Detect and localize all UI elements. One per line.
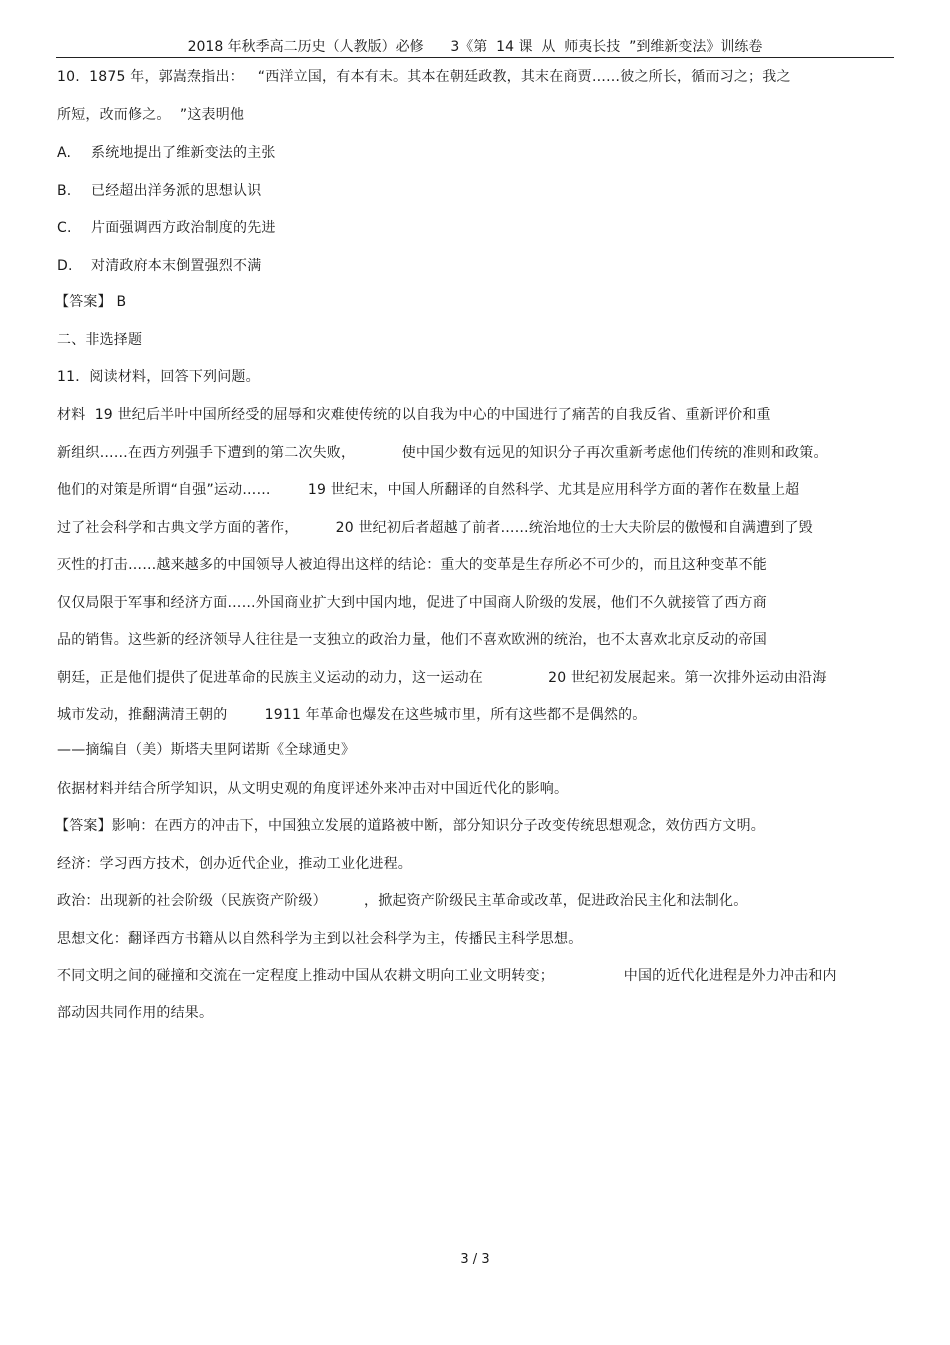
- q10-option-d: [57, 256, 261, 276]
- q11-material-line: 新组织……在西方列强手下遭到的第二次失败， 使中国少数有远见的知识分子再次重新考虑他们传统的准则和政策。: [57, 445, 828, 461]
- page-header-title: 2018 年秋季高二历史（人教版）必修 3《第 14 课 从 师夷长技 ”到维新变法》训练卷: [187, 39, 763, 55]
- q11-material-line: 过了社会科学和古典文学方面的著作， 20 世纪初后者超越了前者……统治地位的士大夫阶层的傲慢和自满遭到了毁: [57, 520, 813, 536]
- q11-answer-line: 政治：出现新的社会阶级（民族资产阶级） ，掀起资产阶级民主革命或改革，促进政治民主化和法制化。: [57, 893, 748, 909]
- q11-material-line: 他们的对策是所谓“自强”运动…… 19 世纪末，中国人所翻译的自然科学、尤其是应用科学方面的著作在数量上超: [57, 482, 800, 498]
- q11-source: ——摘编自（美）斯塔夫里阿诺斯《全球通史》: [57, 742, 356, 758]
- q11-answer-line: 思想文化：翻译西方书籍从以自然科学为主到以社会科学为主，传播民主科学思想。: [57, 931, 583, 947]
- q11-question: 依据材料并结合所学知识，从文明史观的角度评述外来冲击对中国近代化的影响。: [57, 781, 569, 797]
- q11-material-line: 仅仅局限于军事和经济方面……外国商业扩大到中国内地，促进了中国商人阶级的发展，他们不久就接管了西方商: [57, 595, 767, 611]
- q10-stem-line1: 10. 1875 年，郭嵩焘指出： “西洋立国，有本有末。其本在朝廷政教，其末在商贾……彼之所长，循而习之；我之: [57, 69, 791, 85]
- option-letter: C.: [57, 220, 72, 236]
- header-rule: [56, 57, 894, 58]
- q10-answer: 【答案】 B: [55, 294, 127, 310]
- option-text: 对清政府本末倒置强烈不满: [91, 258, 262, 274]
- q11-material-line: 灭性的打击……越来越多的中国领导人被迫得出这样的结论：重大的变革是生存所必不可少的，而且这种变革不能: [57, 557, 767, 573]
- q11-answer-line: 经济：学习西方技术，创办近代企业，推动工业化进程。: [57, 856, 412, 872]
- q11-material-line: 材料 19 世纪后半叶中国所经受的屈辱和灾难使传统的以自我为中心的中国进行了痛苦的自我反省、重新评价和重: [57, 407, 771, 423]
- q11-material-line: 城市发动，推翻满清王朝的 1911 年革命也爆发在这些城市里，所有这些都不是偶然的。: [57, 707, 647, 723]
- section2-title: 二、非选择题: [57, 332, 143, 348]
- q11-answer-line: 部动因共同作用的结果。: [57, 1005, 214, 1021]
- q11-material-line: 品的销售。这些新的经济领导人往往是一支独立的政治力量，他们不喜欢欧洲的统治，也不太喜欢北京反动的帝国: [57, 632, 767, 648]
- q10-option-c: [57, 218, 276, 238]
- q10-option-a: [57, 143, 276, 163]
- option-letter: D.: [57, 258, 73, 274]
- q11-answer-line: 不同文明之间的碰撞和交流在一定程度上推动中国从农耕文明向工业文明转变； 中国的近代化进程是外力冲击和内: [57, 968, 837, 984]
- q11-stem: 11．阅读材料，回答下列问题。: [57, 369, 260, 385]
- q10-stem-line2: 所短，改而修之。 ”这表明他: [57, 107, 245, 123]
- option-text: 系统地提出了维新变法的主张: [91, 145, 276, 161]
- option-letter: B.: [57, 183, 72, 199]
- page-number: 3 / 3: [460, 1252, 490, 1267]
- q11-answer-line: 【答案】影响：在西方的冲击下，中国独立发展的道路被中断，部分知识分子改变传统思想观念，效仿西方文明。: [55, 818, 765, 834]
- q10-option-b: [57, 181, 261, 201]
- option-text: 已经超出洋务派的思想认识: [91, 183, 262, 199]
- option-letter: A.: [57, 145, 72, 161]
- option-text: 片面强调西方政治制度的先进: [91, 220, 276, 236]
- q11-material-line: 朝廷，正是他们提供了促进革命的民族主义运动的动力，这一运动在 20 世纪初发展起来。第一次排外运动由沿海: [57, 670, 827, 686]
